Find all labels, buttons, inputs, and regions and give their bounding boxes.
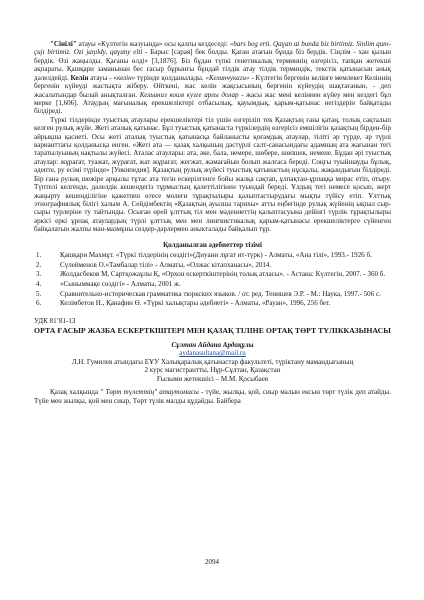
article-title: ОРТА ҒАСЫР ЖАЗБА ЕСКЕРТКІШТЕРІ МЕН ҚАЗАҚ ТІЛІНЕ ОРТАҚ ТӨРТ ТҮЛІККАЗЫНАСЫ [34, 326, 391, 336]
references-heading: Қолданылған әдебиеттер тізімі [163, 240, 262, 249]
term-sinili: "Сінілі" [50, 40, 77, 48]
reference-item: 3. Жолдасбеков М, Сартқожаұлы Қ, «Орхон ескерткіштерінің толық атласы». - Астана: Күлтегін, 2007. - 360 б. [36, 270, 386, 279]
affiliation-line: Л.Н. Гумилев атындағы ЕҰУ Халықаралық қатынастар факультеті, түріктану мамандығының [71, 357, 354, 366]
paragraph-four-livestock: Қазақ халқында " Төрт түлеттің" атаутомасы - түйе, жылқы, қой, сиыр малын ексын төрт түлік деп атайды. Түйе мен жылқы, қой мен сиыр, Төрт түлік малды құдайды. Байбера [34, 388, 392, 405]
references-list [34, 251, 391, 307]
affiliation-line: 2 курс магистрантты, Нұр-Сұлтан, Қазақстан [144, 366, 281, 375]
document-page [34, 40, 391, 405]
paragraph-kinship: Түркі тілдерінде туыстық атаулары ерекшеліктері тіл үшін өзгеріліп тек Қазақтың ғана қатаң, толық сақталып келген рулық жүйе. Жеті аталық қатынас. Бұл туыстық қатынаста түркілердің өзгерісіз емшілігін қазақтың бірден-бір айрықша қасиеті. Осы жеті аталық туыстық қатынасқа байланысты қоғамдық атаулар, тіліті әр түрде, әр түрлі варианттағы қолданысқа енген. «Жеті ата — қазақ халқының дәстүрлі салт-санасындағы адамның ата жағынан тегі таратылуының нақтылы жүйесі. Аталас атаулары: ата, әке, бала, немере, шөбере, шөпшек, немене. Бұдан әрі туыстық атаулар: жұрағат, туажат, жүрағат, жат жұрағат, жегжат, жамағайын болып жалғаса береді. Соңғы туыйшауды бұлық, әдепте, ру есімі түрінде» [Уикипедия]. Қазақтың рулық жүйесі туыстық қатынастың нұсқалы, жақындығын білдіреді. Бір ғана рулық шежіре арқылы тұтас ата тегін ескерілгенге бойы жалқа сақтап, ұлпақтан-ұрпаққа мирас етіп, отыру. Түптелі келгенде, дәлелдік кешендегіз тұрмыстың қалеттілігінен туындай береді. Ұлдың тегі немесе қосып, жерт жаңырту кешенділігіне қажетпен өтесе молеғи тұрақтылыры қалыптастырудағы мықты түйісу етіп. Ұлттық этнографиялық білігі халым А. Сейдімбектің «Қазақтың ауызша тарихы» атты еңбегінде рулық жүйенің ықпал сыр-сыры турлеріне ту тайтынды. Осыған өрей ұлттық тіл мен мәдениеттің қалыптасуына дейінгі түрлік тұрақтылыры әркісі еркі ұрпақ атаулардың түрлі ұлттық мен мен лингвистикалық қарым-қатынасы ерекшеліктерге сүйенген байқалатын жалпы мән-мазмұны сөздер-дәрлермен аныкталады байқалып тұр. [34, 115, 391, 234]
paragraph-sinili: "Сінілі" атауы «Күлтегін жазуында» осы қалпы кездеседі: «bars beg erti. Qaɣan at bunda biz birtimiz. Sinlim qunı-çujı birtimiz. Ozi jaŋıldy, qaɣany elti - Барыс [сарая] бек болды. Қаған атағын бұнда біз бердік. Сіңлім - хан қызын бердік. Өзі жаңылды. Қағаны өлді» [3,1876]. Біз бұдан түпкі генетикалық терминнің өзгерісіз, тапқан жетекші ақпараты. Қашқари заманынан бес ғасыр бұрынғы бұндай тілдік атау тілдік терминдік, текстік қатынасын анық дәлелдейді. Келін атауы - «келін» түрінде қолданылады. «Келинчукаги» - Күлтегін бергенін келінге мемлекет Келіннің бергенін күйеуді жастықта жіберу. Өйткені, жас келін жақсысының бергенін күйеудің шақтағанын, - деп жасалатындар былай анықталған. Кельиниз коим кузге арғы долар - жасы жас мені келіннен күйеу мен кездегі бұл мерке [1,606]. Атаудың мағыналық ерекшеліктері отбасылық, қауымдық, қарым-қатынас негіздерін байқатады білдіреді. [34, 40, 392, 116]
reference-item: 2. Сүлейменов О.«Тамбалар тілі» - Алматы, «Олжас кітапханасы», 2014. [36, 260, 272, 269]
author-email-link[interactable]: aydanasultana@mail.ru [179, 349, 246, 358]
supervisor-line: Ғылыми жетекшісі – М.М. Қосыбаев [156, 374, 269, 383]
page-number: 2094 [204, 558, 220, 566]
reference-item: 6. Келімбетов Н., Қанафин Ө. «Түркі халықтары әдебиеті» - Алматы, «Рауан», 1996, 256 бет. [36, 299, 331, 308]
term-kelin: Келін [70, 73, 89, 82]
udc-code: УДК 81’81-13 [34, 316, 76, 325]
author-name: Сұлтан Айдана Ардақұлы [171, 341, 254, 350]
reference-item: 1. Қашқари Махмұт. «Түркі тілдерінің сөздігі»(Диуани лұғат ит-түрк) - Алматы, «Ана тілі», 1993.- 1926 б. [36, 251, 372, 260]
reference-item: 4. «Сыныммақе сөздігі» - Алматы, 2001 ж. [36, 279, 181, 288]
old-turkic-quote: «bars beg erti. Qaɣan at bunda biz birtimiz. Sinlim qunı-çujı birtimiz. Ozi jaŋıldy, qaɣany elti [34, 40, 391, 57]
reference-item: 5. Сравнительно-историческая грамматика тюркских языков. / от. ред. Тенишев Э.Р. - М.: Наука, 1997.- 506 с. [36, 289, 381, 298]
